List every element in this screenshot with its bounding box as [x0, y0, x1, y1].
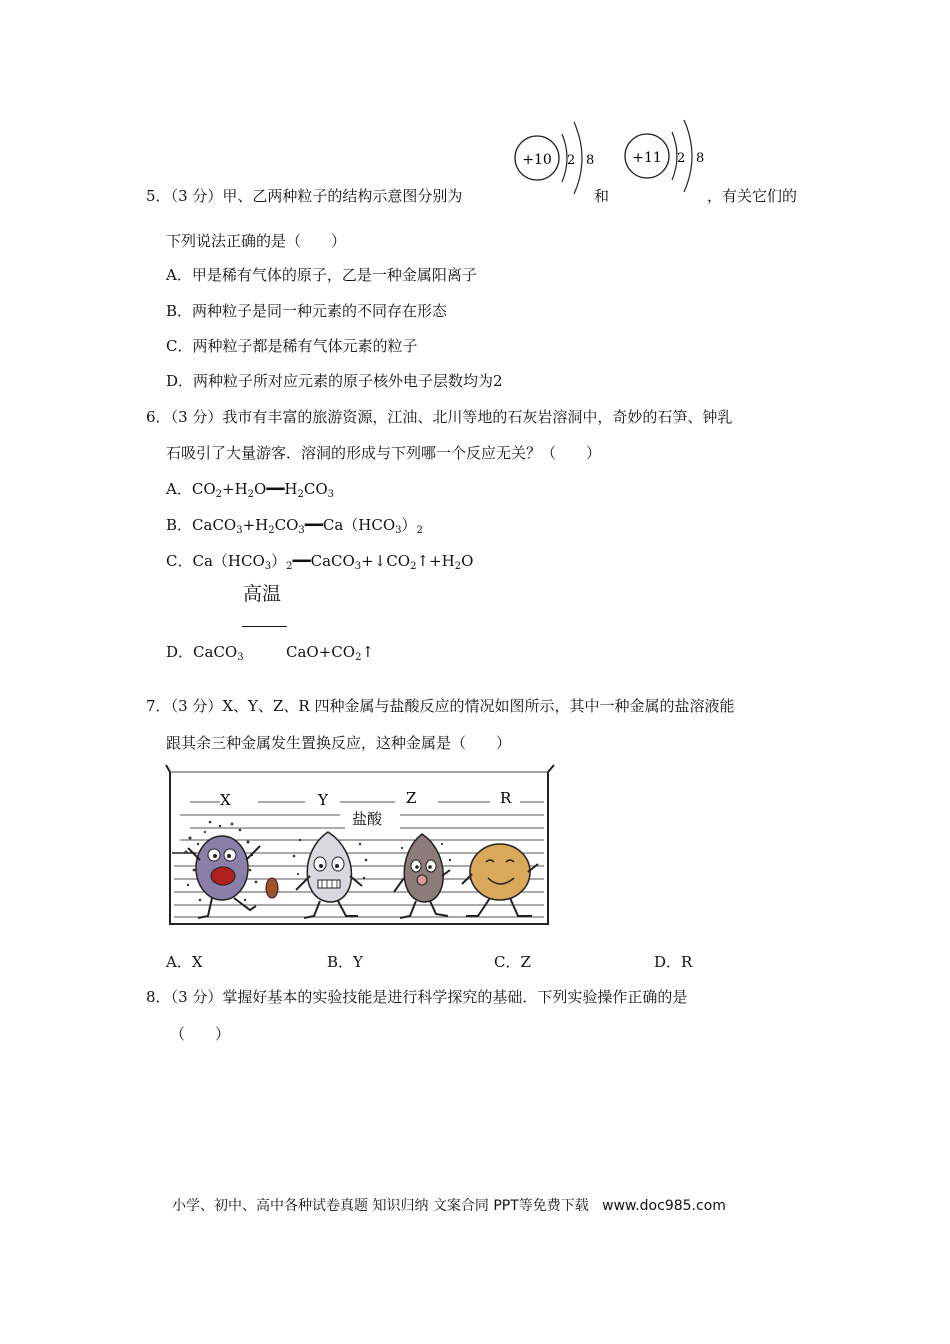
q5-d1-shell1: 2	[567, 153, 576, 168]
metal-x-character	[185, 821, 279, 918]
q5-option-b: B．两种粒子是同一种元素的不同存在形态	[166, 302, 448, 320]
q6-option-d-products: $CaO+CO_2↑$	[286, 643, 375, 663]
q7-label-z: Z	[406, 789, 417, 807]
q8-stem-line1: 8．（3 分）掌握好基本的实验技能是进行科学探究的基础．下列实验操作正确的是	[146, 988, 688, 1006]
q5-d2-nucleus: +11	[632, 150, 662, 166]
q5-stem-line1: 5．（3 分）甲、乙两种粒子的结构示意图分别为	[146, 187, 463, 205]
footer-site-link[interactable]: www.doc985.com	[602, 1198, 726, 1214]
q5-stem-line2: 下列说法正确的是（ ）	[166, 232, 347, 250]
q7-label-y: Y	[318, 791, 328, 809]
footer-text: 小学、初中、高中各种试卷真题 知识归纳 文案合同 PPT等免费下载	[172, 1198, 589, 1214]
q6-option-d: D．CaCO$_3$	[166, 643, 244, 663]
q6-option-b: B．$CaCO_3+H_2CO_3━━Ca(HCO_3)_2$	[166, 516, 423, 536]
q7-stem-line2: 跟其余三种金属发生置换反应，这种金属是（ ）	[166, 734, 512, 752]
q7-score: （3 分）	[170, 697, 223, 715]
q7-number: 7	[146, 697, 156, 715]
q6-stem-line2: 石吸引了大量游客．溶洞的形成与下列哪一个反应无关？（ ）	[166, 444, 602, 462]
q5-score: （3 分）	[170, 187, 223, 205]
q8-number: 8	[146, 988, 156, 1006]
q8-score: （3 分）	[170, 988, 223, 1006]
q7-option-b: B．Y	[327, 953, 363, 971]
q5-d2-shell1: 2	[677, 151, 686, 166]
q6-number: 6	[146, 408, 156, 426]
q7-acid-label: 盐酸	[352, 810, 383, 828]
q7-option-d: D．R	[654, 953, 693, 971]
q5-stem-after: ，有关它们的	[707, 187, 798, 205]
q5-atom-diagram-2	[620, 118, 720, 198]
q7-label-r: R	[500, 789, 512, 807]
q5-number: 5	[146, 187, 156, 205]
q5-stem-before: 甲、乙两种粒子的结构示意图分别为	[222, 187, 463, 205]
q7-label-x: X	[220, 791, 231, 809]
q7-stem-line1: 7．（3 分）X、Y、Z、R 四种金属与盐酸反应的情况如图所示，其中一种金属的盐溶液能	[146, 697, 735, 715]
q7-option-c: C．Z	[494, 953, 531, 971]
page-footer	[172, 1196, 726, 1216]
q5-stem-middle: 和	[594, 187, 610, 205]
q5-d1-shell2: 8	[586, 153, 595, 168]
q5-d2-shell2: 8	[696, 151, 705, 166]
q6-option-c: C．$Ca(HCO_3)_2━━CaCO_3+↓CO_2↑+H_2O$	[166, 552, 474, 572]
q8-stem-line2: （ ）	[170, 1025, 231, 1043]
q6-stem-line1: 6．（3 分）我市有丰富的旅游资源，江油、北川等地的石灰岩溶洞中，奇妙的石笋、钟乳	[146, 408, 733, 426]
q6-score: （3 分）	[170, 408, 223, 426]
q5-d1-nucleus: +10	[522, 152, 552, 168]
q5-option-c: C．两种粒子都是稀有气体元素的粒子	[166, 337, 418, 355]
q5-option-a: A．甲是稀有气体的原子，乙是一种金属阳离子	[166, 266, 477, 284]
q7-beaker-figure	[160, 760, 560, 930]
q6-option-a: A．$CO_2+H_2O━━H_2CO_3$	[166, 480, 335, 500]
q5-option-d: D．两种粒子所对应元素的原子核外电子层数均为2	[166, 372, 503, 390]
q6-d-condition: 高温	[243, 583, 282, 605]
q7-option-a: A．X	[166, 953, 203, 971]
q6-d-reaction-line	[242, 626, 287, 627]
